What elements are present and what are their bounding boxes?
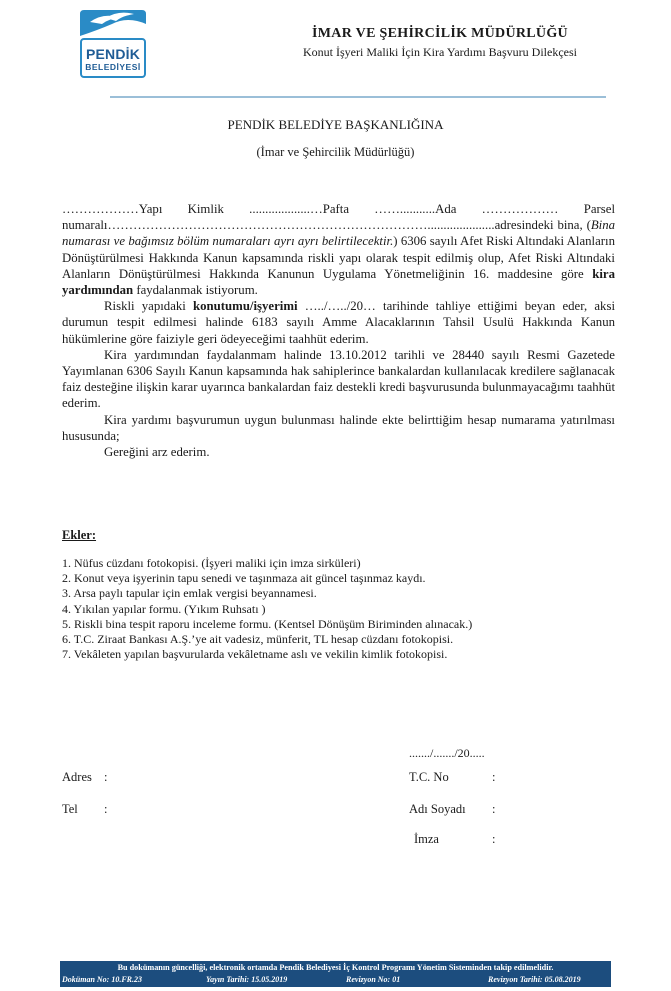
- closing-line: Gereğini arz ederim.: [104, 445, 210, 460]
- document-footer: [60, 961, 611, 987]
- paragraph-1: ………………Yapı Kimlik ...................…Pafta ……...........Ada ……………… Parsel numaralı………………………………………………………………….....................adresindeki bina, (Bina numarası ve bağımsız bölüm numaraları ayrı ayrı belirtilecektir.) 6306 sayılı Afet Riski Altındaki Alanların Dönüştürülmesi Hakkında Kanun kapsamında riskli yapı olarak tespit edilmiş olup, Afet Riski Altındaki Alanların Dönüştürülmesi Hakkında Kanunun Uygulama Yönetmeliğinin 16. maddesine göre kira yardımından faydalanmak istiyorum.: [62, 202, 615, 298]
- tc-no-colon: :: [492, 770, 496, 784]
- attachments-title: Ekler:: [62, 528, 97, 542]
- address-colon: :: [104, 770, 108, 784]
- paragraph-3: Kira yardımından faydalanmam halinde 13.10.2012 tarihli ve 28440 sayılı Resmi Gazetede Yayımlanan 6306 Sayılı Kanun kapsamında hak sahiplerince bankalardan kullanılacak kredilere sağlanacak faiz desteğine ilişkin karar uyarınca bankalardan faiz destekli kredi başvurusunda bulunmayacağımı taahhüt ederim.: [62, 347, 615, 411]
- signature-label: İmza: [414, 832, 439, 846]
- phone-colon: :: [104, 802, 108, 816]
- address-label: Adres: [62, 770, 92, 784]
- paragraph-2: Riskli yapıdaki konutumu/işyerimi …../…../20… tarihinde tahliye ettiğimi beyan eder, aksi durumun tespit edilmesi halinde 6183 sayılı Amme Alacaklarının Tahsil Usulü Hakkında Kanun hükümlerine göre faiziyle geri ödeyeceğimi taahhüt ederim.: [62, 299, 615, 346]
- addressee-line: PENDİK BELEDİYE BAŞKANLIĞINA: [227, 117, 444, 132]
- attachment-item: 3. Arsa paylı tapular için emlak vergisi beyannamesi.: [62, 586, 317, 601]
- attachment-item: 6. T.C. Ziraat Bankası A.Ş.’ye ait vadesiz, münferit, TL hesap cüzdanı fotokopisi.: [62, 632, 454, 647]
- petition-body: [62, 201, 615, 460]
- addressee-department: (İmar ve Şehircilik Müdürlüğü): [256, 145, 415, 159]
- document-number: Doküman No: 10.FR.23: [62, 975, 143, 984]
- form-title: Konut İşyeri Maliki İçin Kira Yardımı Başvuru Dilekçesi: [303, 45, 577, 59]
- attachment-item: 4. Yıkılan yapılar formu. (Yıkım Ruhsatı ): [62, 601, 266, 616]
- signature-date: ......./......./20.....: [409, 746, 485, 760]
- attachment-item: 2. Konut veya işyerinin tapu senedi ve taşınmaza ait güncel taşınmaz kaydı.: [62, 571, 426, 586]
- revision-date: Revizyon Tarihi: 05.08.2019: [488, 975, 581, 984]
- bird-wave-icon: [76, 8, 150, 42]
- publication-date: Yayın Tarihi: 15.05.2019: [206, 975, 288, 984]
- attachment-item: 5. Riskli bina tespit raporu inceleme formu. (Kentsel Dönüşüm Biriminden alınacak.): [62, 616, 473, 631]
- pendik-belediyesi-logo: [76, 8, 150, 78]
- logo-subtitle: BELEDİYESİ: [85, 62, 141, 72]
- signature-colon: :: [492, 832, 496, 846]
- name-surname-colon: :: [492, 802, 496, 816]
- attachment-item: 7. Vekâleten yapılan başvurularda vekâletname aslı ve vekilin kimlik fotokopisi.: [62, 647, 448, 662]
- footer-note: Bu dokümanın güncelliği, elektronik ortamda Pendik Belediyesi İç Kontrol Programı Yönetim Sisteminden takip edilmelidir.: [117, 963, 554, 972]
- department-title: İMAR VE ŞEHİRCİLİK MÜDÜRLÜĞÜ: [312, 26, 568, 41]
- attachment-item: 1. Nüfus cüzdanı fotokopisi. (İşyeri maliki için imza sirküleri): [62, 556, 361, 570]
- logo-name: PENDİK: [85, 46, 141, 62]
- header-divider: [110, 96, 606, 98]
- name-surname-label: Adı Soyadı: [409, 802, 466, 816]
- phone-label: Tel: [62, 802, 78, 816]
- attachments-list: [62, 556, 622, 662]
- logo-box: [80, 38, 146, 78]
- revision-number: Revizyon No: 01: [346, 975, 401, 984]
- tc-no-label: T.C. No: [409, 770, 449, 784]
- paragraph-4: Kira yardımı başvurumun uygun bulunması halinde ekte belirttiğim hesap numarama yatırılması hususunda;: [62, 412, 615, 443]
